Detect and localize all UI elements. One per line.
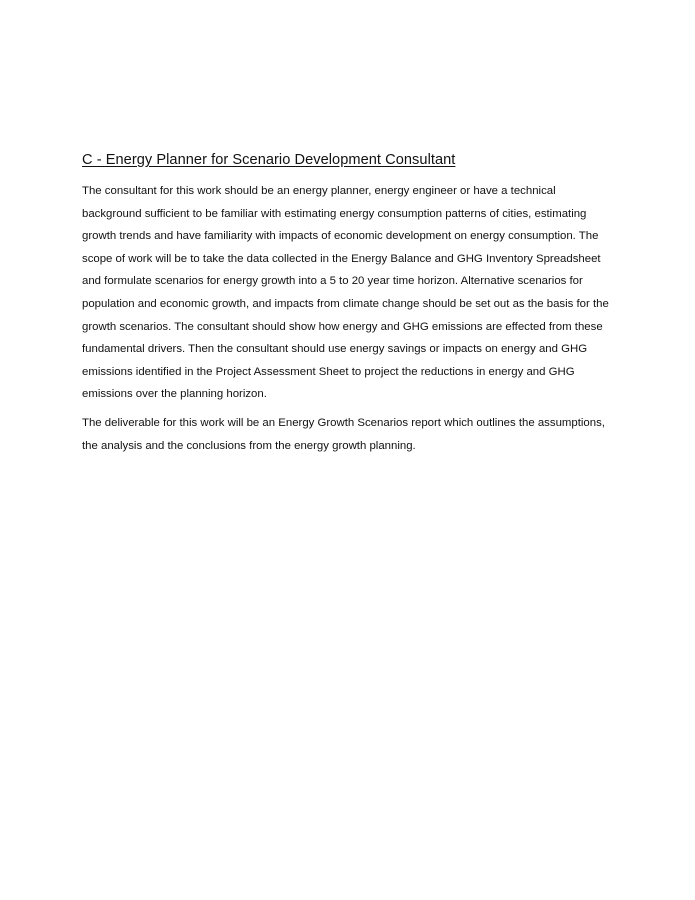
text-line: and formulate scenarios for energy growth into a 5 to 20 year time horizon. Alternative scenarios for	[82, 275, 583, 288]
text-line: The consultant for this work should be an energy planner, energy engineer or have a technical	[82, 185, 556, 197]
text-line: growth trends and have familiarity with impacts of economic development on energy consumption. The	[82, 230, 599, 243]
text-line: The deliverable for this work will be an Energy Growth Scenarios report which outlines the assumptions,	[82, 416, 605, 429]
text-line: the analysis and the conclusions from the energy growth planning.	[82, 439, 416, 452]
section-heading: C - Energy Planner for Scenario Development Consultant	[82, 152, 456, 168]
text-line: background sufficient to be familiar with estimating energy consumption patterns of cities, estimating	[82, 207, 587, 220]
document-content	[82, 150, 614, 457]
text-line: scope of work will be to take the data collected in the Energy Balance and GHG Inventory Spreadsheet	[82, 252, 601, 265]
text-line: fundamental drivers. Then the consultant should use energy savings or impacts on energy and GHG	[82, 343, 588, 356]
text-line: emissions identified in the Project Assessment Sheet to project the reductions in energy and GHG	[82, 365, 575, 378]
paragraph-deliverable	[82, 412, 614, 457]
text-line: population and economic growth, and impacts from climate change should be set out as the basis for the	[82, 297, 609, 310]
text-line: emissions over the planning horizon.	[82, 388, 267, 401]
text-line: growth scenarios. The consultant should show how energy and GHG emissions are effected from these	[82, 320, 603, 333]
paragraph-scope	[82, 180, 614, 406]
